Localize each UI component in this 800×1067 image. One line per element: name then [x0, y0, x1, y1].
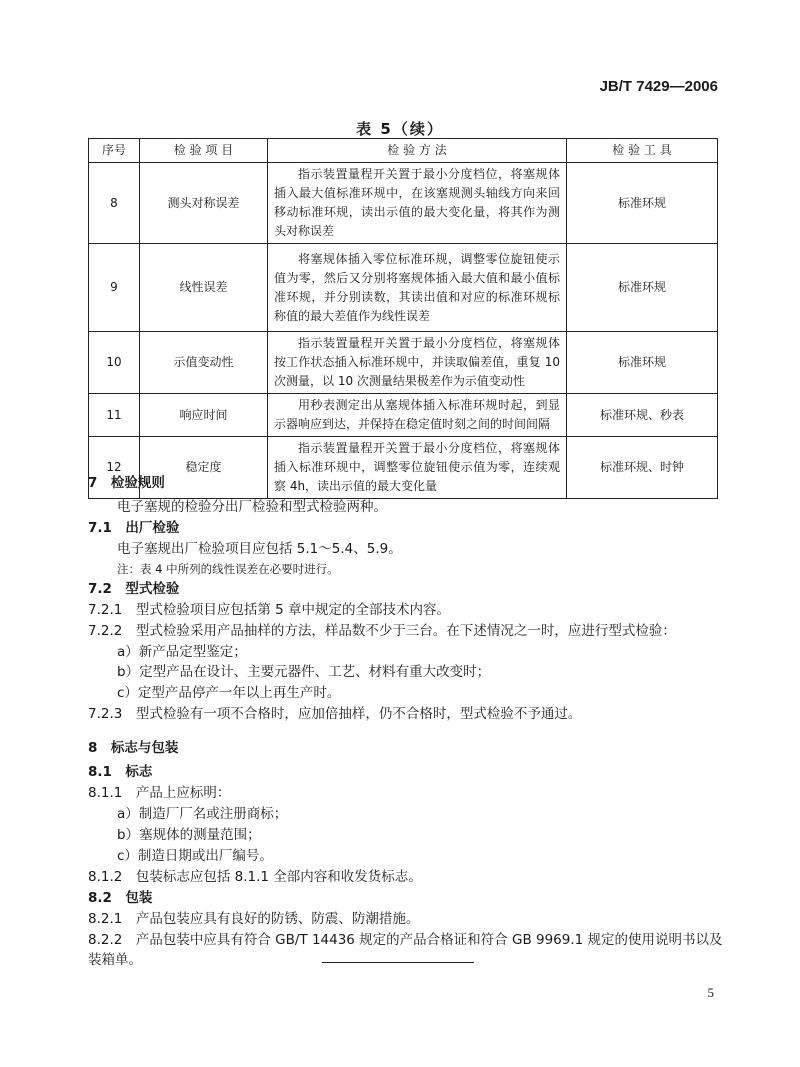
page-number: 5: [707, 985, 714, 1000]
cell-tool: 标准环规: [567, 244, 718, 332]
section-8-1-heading: 8.1 标志: [88, 764, 153, 780]
list-item: b）塞规体的测量范围；: [117, 827, 261, 843]
cell-no: 9: [89, 244, 140, 332]
section-7-1-heading: 7.1 出厂检验: [88, 520, 180, 536]
cell-no: 8: [89, 163, 140, 244]
standard-code: JB/T 7429—2006: [599, 78, 718, 95]
section-7-2-1: 7.2.1 型式检验项目应包括第 5 章中规定的全部技术内容。: [88, 602, 451, 618]
section-7-heading: 7 检验规则: [88, 475, 165, 491]
section-7-2-3: 7.2.3 型式检验有一项不合格时，应加倍抽样，仍不合格时，型式检验不予通过。: [88, 706, 582, 722]
table-header-row: [89, 139, 718, 163]
cell-tool: 标准环规、秒表: [567, 394, 718, 437]
table-title: 表 5（续）: [356, 120, 444, 138]
list-item: a）制造厂厂名或注册商标；: [117, 806, 288, 822]
cell-tool: 标准环规: [567, 332, 718, 394]
section-8-2-heading: 8.2 包装: [88, 890, 153, 906]
section-7-2-heading: 7.2 型式检验: [88, 581, 180, 597]
cell-no: 11: [89, 394, 140, 437]
list-item: c）制造日期或出厂编号。: [117, 848, 273, 864]
col-header-item: 检 验 项 目: [140, 139, 268, 163]
section-8-1-2: 8.1.2 包装标志应包括 8.1.1 全部内容和收发货标志。: [88, 869, 422, 885]
col-header-tool: 检 验 工 具: [567, 139, 718, 163]
section-8-heading: 8 标志与包装: [88, 740, 179, 756]
cell-method: 将塞规体插入零位标准环规，调整零位旋钮使示值为零，然后又分别将塞规体插入最大值和最小值标准环规，并分别读数，其读出值和对应的标准环规标称值的最大差值作为线性误差: [268, 244, 567, 332]
cell-method: 指示装置量程开关置于最小分度档位，将塞规体插入最大值标准环规中，在该塞规测头轴线方向来回移动标准环规，读出示值的最大变化量，将其作为测头对称误差: [268, 163, 567, 244]
col-header-method: 检 验 方 法: [268, 139, 567, 163]
cell-item: 示值变动性: [140, 332, 268, 394]
list-item: b）定型产品在设计、主要元器件、工艺、材料有重大改变时；: [117, 664, 491, 680]
table-row: [89, 244, 718, 332]
cell-method: 指示装置量程开关置于最小分度档位，将塞规体按工作状态插入标准环规中，并读取偏差值，重复 10 次测量，以 10 次测量结果极差作为示值变动性: [268, 332, 567, 394]
cell-item: 稳定度: [140, 437, 268, 499]
table-row: [89, 332, 718, 394]
cell-item: 响应时间: [140, 394, 268, 437]
section-8-2-1: 8.2.1 产品包装应具有良好的防锈、防震、防潮措施。: [88, 911, 420, 927]
section-7-text: 电子塞规的检验分出厂检验和型式检验两种。: [117, 499, 387, 515]
section-8-2-2-cont: 装箱单。: [88, 952, 142, 968]
section-7-1-text: 电子塞规出厂检验项目应包括 5.1～5.4、5.9。: [117, 541, 402, 557]
list-item: c）定型产品停产一年以上再生产时。: [117, 685, 341, 701]
col-header-no: 序号: [89, 139, 140, 163]
cell-tool: 标准环规、时钟: [567, 437, 718, 499]
section-8-1-1: 8.1.1 产品上应标明：: [88, 785, 231, 801]
cell-method: 指示装置量程开关置于最小分度档位，将塞规体插入标准环规中，调整零位旋钮使示值为零，连续观察 4h，读出示值的最大变化量: [268, 437, 567, 499]
section-7-1-note: 注：表 4 中所列的线性误差在必要时进行。: [117, 562, 339, 576]
cell-tool: 标准环规: [567, 163, 718, 244]
section-8-2-2: 8.2.2 产品包装中应具有符合 GB/T 14436 规定的产品合格证和符合 GB 9969.1 规定的使用说明书以及: [88, 932, 723, 948]
table-row: [89, 163, 718, 244]
section-7-2-2: 7.2.2 型式检验采用产品抽样的方法，样品数不少于三台。在下述情况之一时，应进行型式检验：: [88, 623, 676, 639]
cell-method: 用秒表测定出从塞规体插入标准环规时起，到显示器响应到达，并保持在稳定值时刻之间的时间间隔: [268, 394, 567, 437]
list-item: a）新产品定型鉴定；: [117, 644, 247, 660]
cell-no: 12: [89, 437, 140, 499]
cell-item: 测头对称误差: [140, 163, 268, 244]
inspection-table: [88, 138, 718, 499]
cell-item: 线性误差: [140, 244, 268, 332]
end-rule: [322, 962, 474, 963]
cell-no: 10: [89, 332, 140, 394]
table-row: [89, 394, 718, 437]
